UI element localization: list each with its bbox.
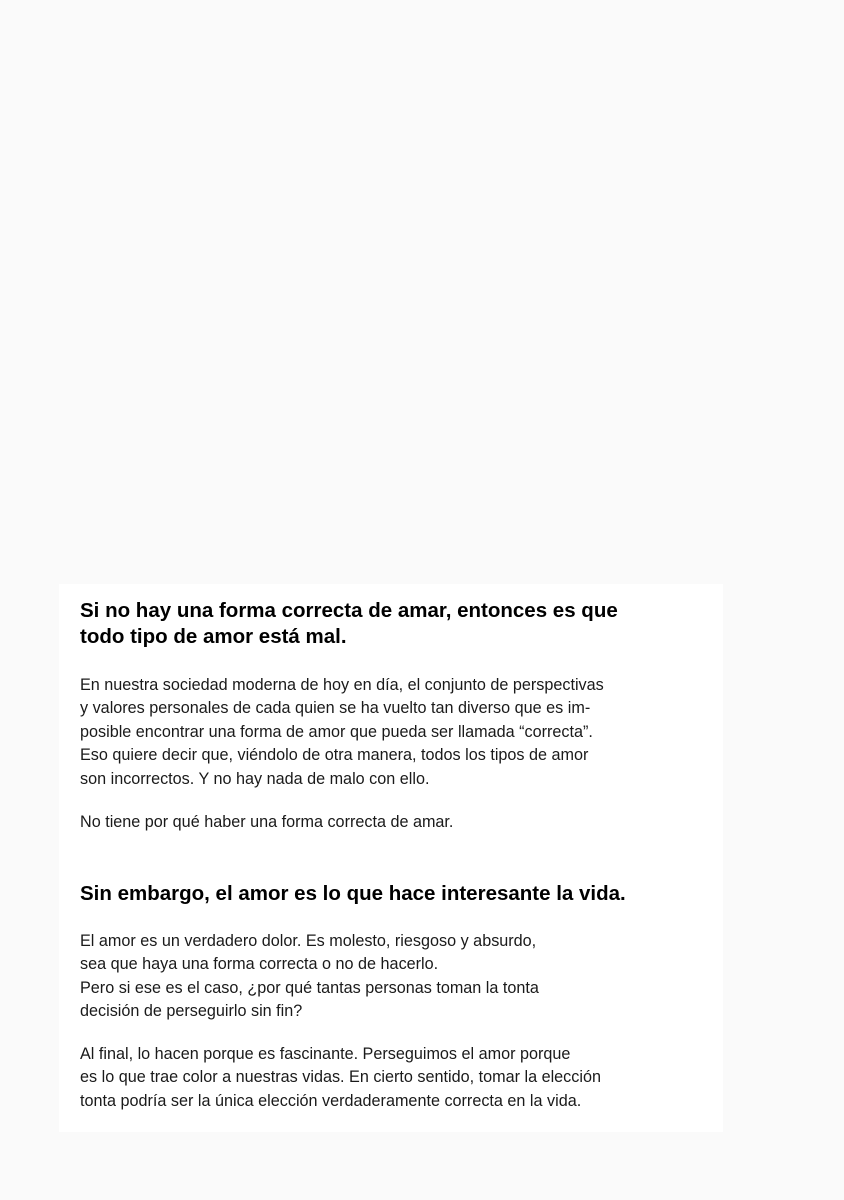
body-paragraph: El amor es un verdadero dolor. Es molesto, riesgoso y absurdo, sea que haya una forma correcta o no de hacerlo. Pero si ese es el caso, ¿por qué tantas personas toman la tonta decisión de perseguirlo sin fin? xyxy=(80,932,539,1021)
section-heading: Sin embargo, el amor es lo que hace interesante la vida. xyxy=(80,882,626,905)
text-panel xyxy=(59,584,723,1132)
body-paragraph: En nuestra sociedad moderna de hoy en día, el conjunto de perspectivas y valores personales de cada quien se ha vuelto tan diverso que es im- posible encontrar una forma de amor que pueda ser llamada “correcta”. Eso quiere decir que, viéndolo de otra manera, todos los tipos de amor son incorrectos. Y no hay nada de malo con ello. xyxy=(80,676,604,788)
section-heading: Si no hay una forma correcta de amar, entonces es que todo tipo de amor está mal. xyxy=(80,599,618,648)
body-paragraph: Al final, lo hacen porque es fascinante. Perseguimos el amor porque es lo que trae color a nuestras vidas. En cierto sentido, tomar la elección tonta podría ser la única elección verdaderamente correcta en la vida. xyxy=(80,1045,601,1110)
body-paragraph: No tiene por qué haber una forma correcta de amar. xyxy=(80,813,454,831)
